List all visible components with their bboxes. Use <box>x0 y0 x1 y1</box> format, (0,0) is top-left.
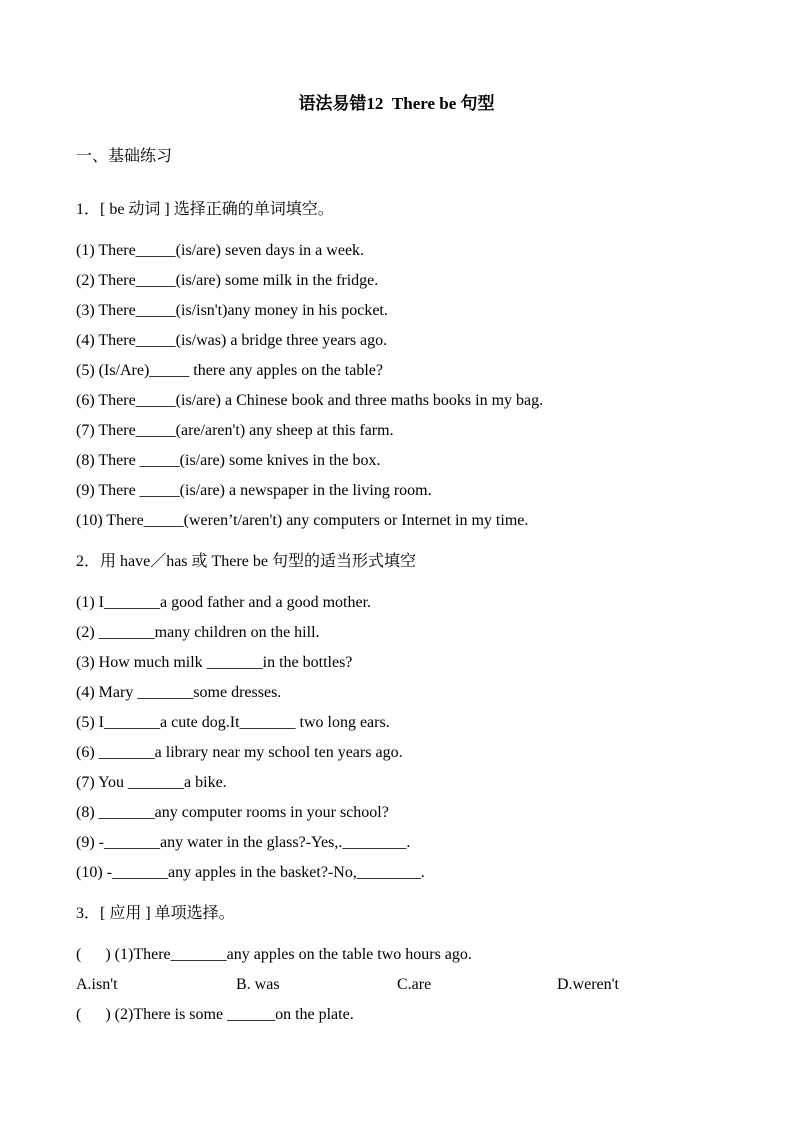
exercise1-item-8: (8) There _____(is/are) some knives in the box. <box>76 452 381 469</box>
exercise1-item-7: (7) There_____(are/aren't) any sheep at this farm. <box>76 422 394 439</box>
option-b: B. was <box>236 976 280 993</box>
exercise3-heading: 3．[ 应用 ] 单项选择。 <box>76 905 235 922</box>
exercise2-item-9: (9) -_______any water in the glass?-Yes,.________. <box>76 834 411 851</box>
exercise2-item-1: (1) I_______a good father and a good mother. <box>76 594 372 611</box>
exercise2-item-5: (5) I_______a cute dog.It_______ two long ears. <box>76 714 390 731</box>
exercise1-item-2: (2) There_____(is/are) some milk in the fridge. <box>76 272 379 289</box>
page-title: 语法易错12 There be 句型 <box>298 94 495 113</box>
section-heading-basic-practice: 一、基础练习 <box>76 148 173 165</box>
exercise1-list <box>76 236 717 536</box>
exercise2-list <box>76 588 717 888</box>
exercise1-item-1: (1) There_____(is/are) seven days in a week. <box>76 242 365 259</box>
exercise1-item-4: (4) There_____(is/was) a bridge three years ago. <box>76 332 388 349</box>
exercise2-item-4: (4) Mary _______some dresses. <box>76 684 282 701</box>
exercise2-item-2: (2) _______many children on the hill. <box>76 624 320 641</box>
exercise2-item-7: (7) You _______a bike. <box>76 774 227 791</box>
exercise3-question-1-stem: ( ) (1)There_______any apples on the table two hours ago. <box>76 946 472 963</box>
exercise1-item-9: (9) There _____(is/are) a newspaper in the living room. <box>76 482 432 499</box>
exercise1-item-3: (3) There_____(is/isn't)any money in his pocket. <box>76 302 388 319</box>
exercise1-item-6: (6) There_____(is/are) a Chinese book and three maths books in my bag. <box>76 392 544 409</box>
exercise1-item-5: (5) (Is/Are)_____ there any apples on the table? <box>76 362 383 379</box>
exercise2-item-3: (3) How much milk _______in the bottles? <box>76 654 353 671</box>
option-c: C.are <box>397 976 432 993</box>
exercise2-item-6: (6) _______a library near my school ten years ago. <box>76 744 403 761</box>
exercise3-question-1-options <box>76 970 717 1000</box>
exercise2-heading: 2．用 have／has 或 There be 句型的适当形式填空 <box>76 553 416 570</box>
exercise1-item-10: (10) There_____(weren’t/aren't) any computers or Internet in my time. <box>76 512 529 529</box>
option-a: A.isn't <box>76 976 118 993</box>
option-d: D.weren't <box>557 976 619 993</box>
exercise1-heading: 1．[ be 动词 ] 选择正确的单词填空。 <box>76 201 334 218</box>
exercise2-item-10: (10) -_______any apples in the basket?-No,________. <box>76 864 425 881</box>
exercise3-question-2-stem: ( ) (2)There is some ______on the plate. <box>76 1006 354 1023</box>
exercise2-item-8: (8) _______any computer rooms in your school? <box>76 804 389 821</box>
